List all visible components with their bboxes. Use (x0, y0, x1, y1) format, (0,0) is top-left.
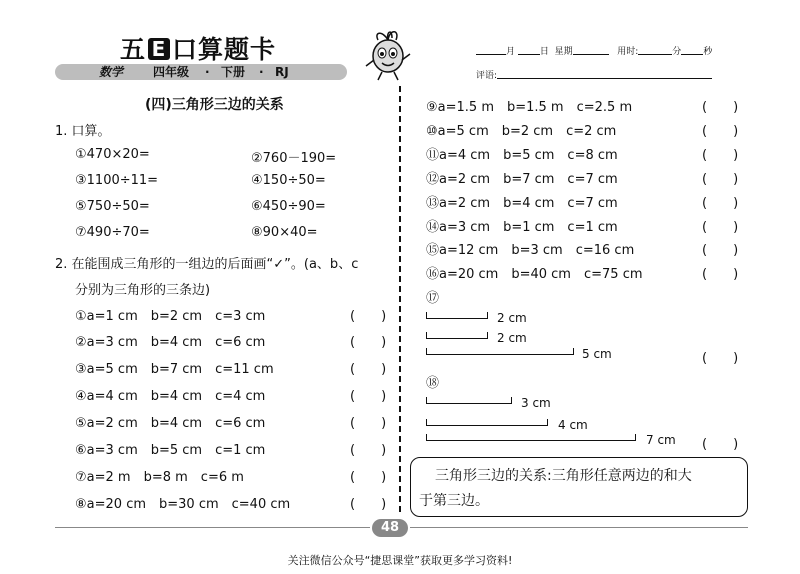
q2-item: ⑧a=20 cm b=30 cm c=40 cm (75, 497, 291, 512)
segment-line (426, 419, 548, 426)
q2-item: ⑮a=12 cm b=3 cm c=16 cm (426, 243, 635, 258)
segment-line (426, 397, 512, 404)
date-time-line: 月 日 星期 用时: 分 秒 (476, 44, 712, 57)
q1-item: ⑥450÷90= (251, 199, 326, 214)
subject-label: 数学 (99, 65, 124, 79)
q2-item: ⑪a=4 cm b=5 cm c=8 cm (426, 148, 618, 163)
bottom-rule-left (55, 527, 370, 528)
answer-paren[interactable]: ( ) (350, 497, 387, 512)
q2-item: ④a=4 cm b=4 cm c=4 cm (75, 389, 266, 404)
answer-paren[interactable]: ( ) (350, 309, 387, 324)
conclusion-box (410, 457, 748, 517)
segment-line (426, 312, 488, 319)
page-title (120, 30, 276, 66)
segment-label: 4 cm (558, 418, 588, 432)
item17-label: ⑰ (426, 291, 440, 306)
answer-paren[interactable]: ( ) (350, 443, 387, 458)
q2-item: ⑤a=2 cm b=4 cm c=6 cm (75, 416, 266, 431)
segment-label: 7 cm (646, 433, 676, 447)
q2-item: ⑥a=3 cm b=5 cm c=1 cm (75, 443, 266, 458)
answer-paren[interactable]: ( ) (702, 124, 739, 139)
q2-item: ⑯a=20 cm b=40 cm c=75 cm (426, 267, 643, 282)
conclusion-line1: 三角形三边的关系:三角形任意两边的和大 (435, 468, 692, 484)
q1-item: ⑦490÷70= (75, 225, 150, 240)
q1-label: 1. 口算。 (55, 124, 111, 139)
edition-label: RJ (275, 65, 289, 79)
segment-line (426, 332, 488, 339)
q2-instruction-cont: 分别为三角形的三条边) (75, 283, 211, 298)
q2-item: ③a=5 cm b=7 cm c=11 cm (75, 362, 274, 377)
answer-paren[interactable]: ( ) (702, 196, 739, 211)
q2-item: ⑬a=2 cm b=4 cm c=7 cm (426, 196, 618, 211)
answer-paren[interactable]: ( ) (702, 267, 739, 282)
segment-label: 2 cm (497, 331, 527, 345)
answer-paren[interactable]: ( ) (702, 437, 739, 452)
title-suffix: 口算题卡 (172, 35, 277, 64)
title-e-logo: E (148, 38, 170, 60)
title-prefix: 五 (120, 35, 147, 64)
q1-item: ⑧90×40= (251, 225, 318, 240)
q2-item: ⑩a=5 cm b=2 cm c=2 cm (426, 124, 617, 139)
conclusion-line2: 于第三边。 (419, 493, 489, 509)
answer-paren[interactable]: ( ) (702, 351, 739, 366)
answer-paren[interactable]: ( ) (702, 100, 739, 115)
footer-note: 关注微信公众号“捷思课堂”获取更多学习资料! (287, 554, 513, 567)
section-title: (四)三角形三边的关系 (145, 97, 284, 113)
answer-paren[interactable]: ( ) (350, 335, 387, 350)
answer-paren[interactable]: ( ) (702, 243, 739, 258)
answer-paren[interactable]: ( ) (350, 470, 387, 485)
answer-paren[interactable]: ( ) (702, 172, 739, 187)
segment-label: 5 cm (582, 347, 612, 361)
page-number: 48 (372, 519, 408, 537)
answer-paren[interactable]: ( ) (350, 416, 387, 431)
q2-item: ⑭a=3 cm b=1 cm c=1 cm (426, 220, 618, 235)
segment-line (426, 434, 636, 441)
q1-item: ⑤750÷50= (75, 199, 150, 214)
item18-label: ⑱ (426, 376, 440, 391)
comment-line: 评语: (476, 68, 712, 81)
radish-mascot-icon (360, 26, 416, 82)
q1-item: ②760－190= (251, 151, 337, 166)
q1-item: ④150÷50= (251, 173, 326, 188)
q1-item: ①470×20= (75, 147, 150, 162)
q2-item: ②a=3 cm b=4 cm c=6 cm (75, 335, 266, 350)
bottom-rule-right (410, 527, 748, 528)
subject-bar: 数学 四年级 · 下册 · RJ (55, 64, 347, 80)
grade-label: 四年级 (153, 65, 190, 79)
answer-paren[interactable]: ( ) (350, 389, 387, 404)
answer-paren[interactable]: ( ) (350, 362, 387, 377)
segment-line (426, 348, 574, 355)
answer-paren[interactable]: ( ) (702, 148, 739, 163)
segment-label: 2 cm (497, 311, 527, 325)
q2-item: ⑦a=2 m b=8 m c=6 m (75, 470, 244, 485)
q2-item: ①a=1 cm b=2 cm c=3 cm (75, 309, 266, 324)
volume-label: 下册 (221, 65, 246, 79)
segment-label: 3 cm (521, 396, 551, 410)
q1-item: ③1100÷11= (75, 173, 159, 188)
q2-item: ⑨a=1.5 m b=1.5 m c=2.5 m (426, 100, 633, 115)
answer-paren[interactable]: ( ) (702, 220, 739, 235)
column-divider (399, 86, 401, 512)
q2-item: ⑫a=2 cm b=7 cm c=7 cm (426, 172, 618, 187)
q2-instruction: 2. 在能围成三角形的一组边的后面画“✓”。(a、b、c (55, 257, 359, 272)
